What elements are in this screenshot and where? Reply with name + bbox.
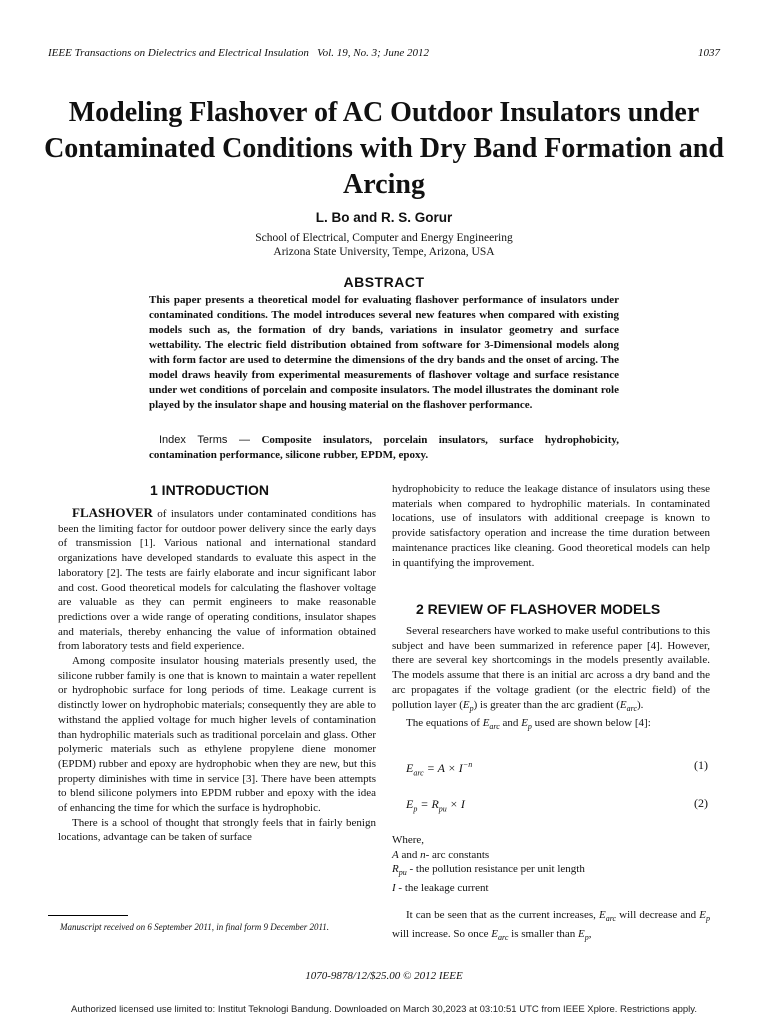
affiliation <box>0 231 768 259</box>
right-column-continuation <box>392 482 710 570</box>
index-terms-label: Index Terms — <box>159 434 251 446</box>
intro-paragraph-2: Among composite insulator housing materials presently used, the silicone rubber family is one that is known to maintain a water repellent or hydrophobic surface for long periods of time. Leakage current is distinctly lower on hydrophobic materials; consequently they are able to withstand the applied voltage for much higher levels of contamination than hydrophilic materials such as traditional porcelain and glass. Other polymeric materials such as ethylene propylene diene monomer (EPDM) rubber and epoxy are hydrophobic when they are new, but this property diminishes with time in service [3]. There have been attempts to blend silicone polymers into EPDM rubber and epoxy with the idea of enhancing the time for which the surface is hydrophobic. <box>58 655 376 815</box>
section-2-body: Several researchers have worked to make useful contributions to this subject and have been summarized in reference paper [4]. However, there are several key shortcomings in the models presently available. The models assume that there is an initial arc across a dry band and the arc propagates if the voltage gradient (or the electric field) of the pollution layer $(E_p)$ is greater than the arc gradient $(E_{arc})$. The equations of $E_{arc}$ and $E_p$ used are shown below [4]: <box>392 625 710 732</box>
abstract-text: This paper presents a theoretical model for evaluating flashover performance of insulators under contaminated conditions. The model introduces several new features when compared with existing models such as, the formation of dry bands, variations in insulator geometry and surface wettability. The electric field distribution obtained from software for 3-Dimensional models along with form factor are used to determine the dimensions of the dry bands and the onset of arcing. The model draws heavily from experimental measurements of flashover voltage and surface resistance under wet conditions of porcelain and composite insulators. The model illustrates the dominant role played by the insulator shape and housing material on the flashover performance. <box>149 294 619 411</box>
definitions: Where, A and n- arc constants $R_{pu}$ - the pollution resistance per unit length I - the leakage current <box>392 833 710 896</box>
equation-2-number: (2) <box>694 796 708 810</box>
running-header <box>48 47 720 59</box>
equation-2: $E_p = R_{pu} \times I$ <box>406 797 465 814</box>
equation-1-number: (1) <box>694 758 708 772</box>
where-label: Where, <box>392 834 425 846</box>
copyright: 1070-9878/12/$25.00 © 2012 IEEE <box>305 970 463 982</box>
flashover-lead: FLASHOVER <box>72 505 153 520</box>
index-terms <box>149 433 619 463</box>
section-2-paragraph-3: It can be seen that as the current increases, $E_{arc}$ will decrease and $E_p$ will increase. So once $E_{arc}$ is smaller than $E_p$, <box>392 909 710 943</box>
authors: L. Bo and R. S. Gorur <box>315 210 453 225</box>
page-number: 1037 <box>698 47 720 59</box>
journal-name: IEEE Transactions on Dielectrics and Electrical Insulation Vol. 19, No. 3; June 2012 <box>48 47 429 59</box>
paper-title: Modeling Flashover of AC Outdoor Insulators under Contaminated Conditions with Dry Band Formation and Arcing <box>44 97 724 200</box>
intro-paragraph-3: There is a school of thought that strongly feels that in fairly benign locations, advantage can be taken of surface <box>58 816 376 844</box>
left-column <box>58 506 376 845</box>
affiliation-line-1: School of Electrical, Computer and Energy Engineering <box>255 232 513 244</box>
authorized-notice: Authorized licensed use limited to: Institut Teknologi Bandung. Downloaded on March 30,2023 at 03:10:51 UTC from IEEE Xplore. Restrictions apply. <box>71 1004 697 1015</box>
affiliation-line-2: Arizona State University, Tempe, Arizona, USA <box>273 246 495 258</box>
section-1-heading: 1 INTRODUCTION <box>150 482 269 498</box>
section-2-heading: 2 REVIEW OF FLASHOVER MODELS <box>416 601 661 617</box>
intro-continuation: hydrophobicity to reduce the leakage distance of insulators using these materials when compared to hydrophilic materials. In contaminated locations, use of insulators with additional creepage is known to provide satisfactory operation and increase the time duration between maintenance practices like cleaning. Good theoretical models can help in quantifying the improvement. <box>392 483 710 569</box>
abstract-heading: ABSTRACT <box>343 274 425 290</box>
footnote: Manuscript received on 6 September 2011, in final form 9 December 2011. <box>60 922 330 932</box>
equation-1: $E_{arc} = A \times I^{-n}$ <box>406 760 473 778</box>
footnote-rule <box>48 915 128 916</box>
intro-paragraph-1: of insulators under contaminated conditions has been the limiting factor for outdoor power delivery since the early days of transmission [1]. Various national and international standard organizations have developed standards to evaluate this aspect in the laboratory [2]. The tests are fairly elaborate and incur significant labor and cost. Good theoretical models for calculating the flashover voltage are valuable as they can permit engineers to make reasonable predictions over a wide range of operating conditions, insulator shapes and materials, thereby enhancing the value of information obtained from laboratory tests and field experience. <box>58 508 376 653</box>
index-terms-list: Composite insulators, porcelain insulators, surface hydrophobicity, contamination performance, silicone rubber, EPDM, epoxy. <box>149 434 619 461</box>
